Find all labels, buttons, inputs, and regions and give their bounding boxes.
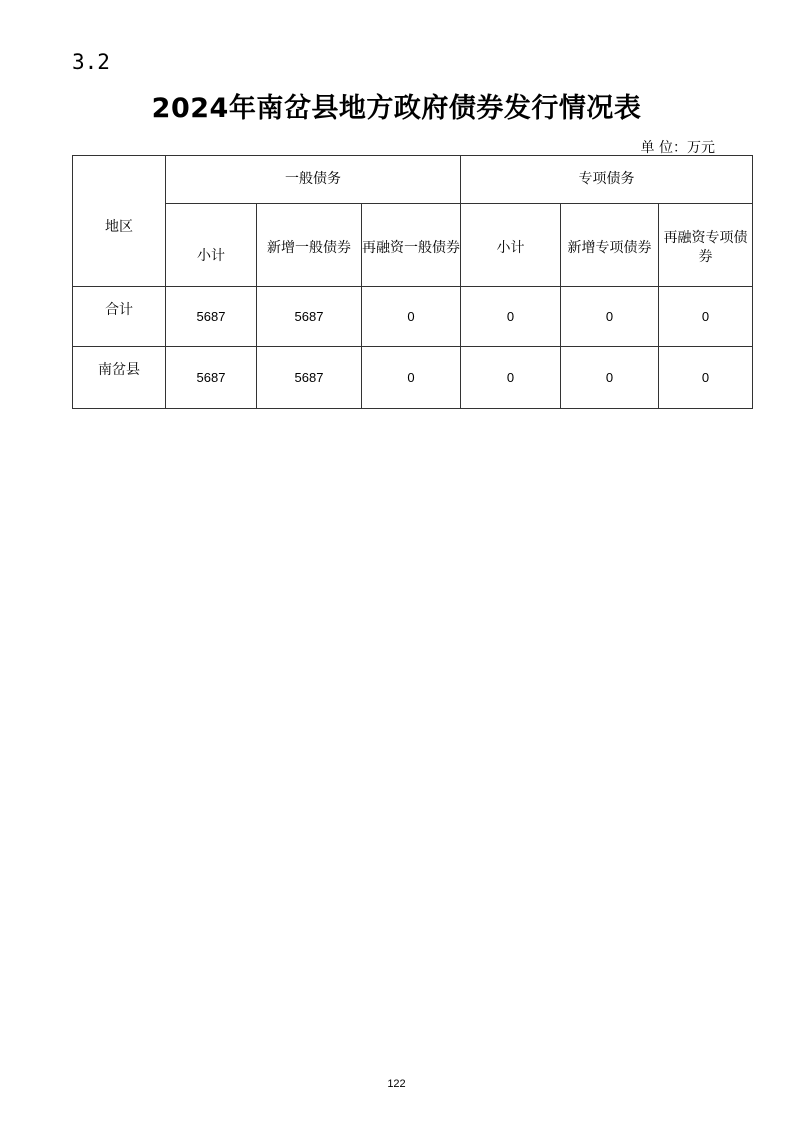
cell-general-new: 5687 xyxy=(257,347,362,409)
region-header: 地区 xyxy=(73,156,166,287)
cell-special-new: 0 xyxy=(561,287,659,347)
special-debt-header: 专项债务 xyxy=(461,156,753,204)
cell-special-subtotal: 0 xyxy=(461,347,561,409)
page-number: 122 xyxy=(387,1078,406,1090)
section-number: 3.2 xyxy=(72,50,110,74)
general-new-header: 新增一般债券 xyxy=(257,204,362,287)
general-refinance-header: 再融资一般债券 xyxy=(362,204,461,287)
table-subheader-row xyxy=(73,204,753,287)
row-region: 南岔县 xyxy=(73,347,166,409)
table-row xyxy=(73,347,753,409)
special-refinance-header: 再融资专项债券 xyxy=(659,204,753,287)
cell-general-subtotal: 5687 xyxy=(166,347,257,409)
cell-general-new: 5687 xyxy=(257,287,362,347)
table-header-row xyxy=(73,156,753,204)
cell-special-subtotal: 0 xyxy=(461,287,561,347)
general-subtotal-header: 小计 xyxy=(166,204,257,287)
cell-special-refinance: 0 xyxy=(659,347,753,409)
table-row xyxy=(73,287,753,347)
unit-label: 单 位：万元 xyxy=(640,140,715,156)
special-new-header: 新增专项债券 xyxy=(561,204,659,287)
cell-special-refinance: 0 xyxy=(659,287,753,347)
special-subtotal-header: 小计 xyxy=(461,204,561,287)
cell-general-refinance: 0 xyxy=(362,347,461,409)
cell-general-subtotal: 5687 xyxy=(166,287,257,347)
debt-issuance-table xyxy=(72,155,753,409)
cell-special-new: 0 xyxy=(561,347,659,409)
cell-general-refinance: 0 xyxy=(362,287,461,347)
row-region: 合计 xyxy=(73,287,166,347)
page-title: 2024年南岔县地方政府债券发行情况表 xyxy=(151,93,642,124)
general-debt-header: 一般债务 xyxy=(166,156,461,204)
